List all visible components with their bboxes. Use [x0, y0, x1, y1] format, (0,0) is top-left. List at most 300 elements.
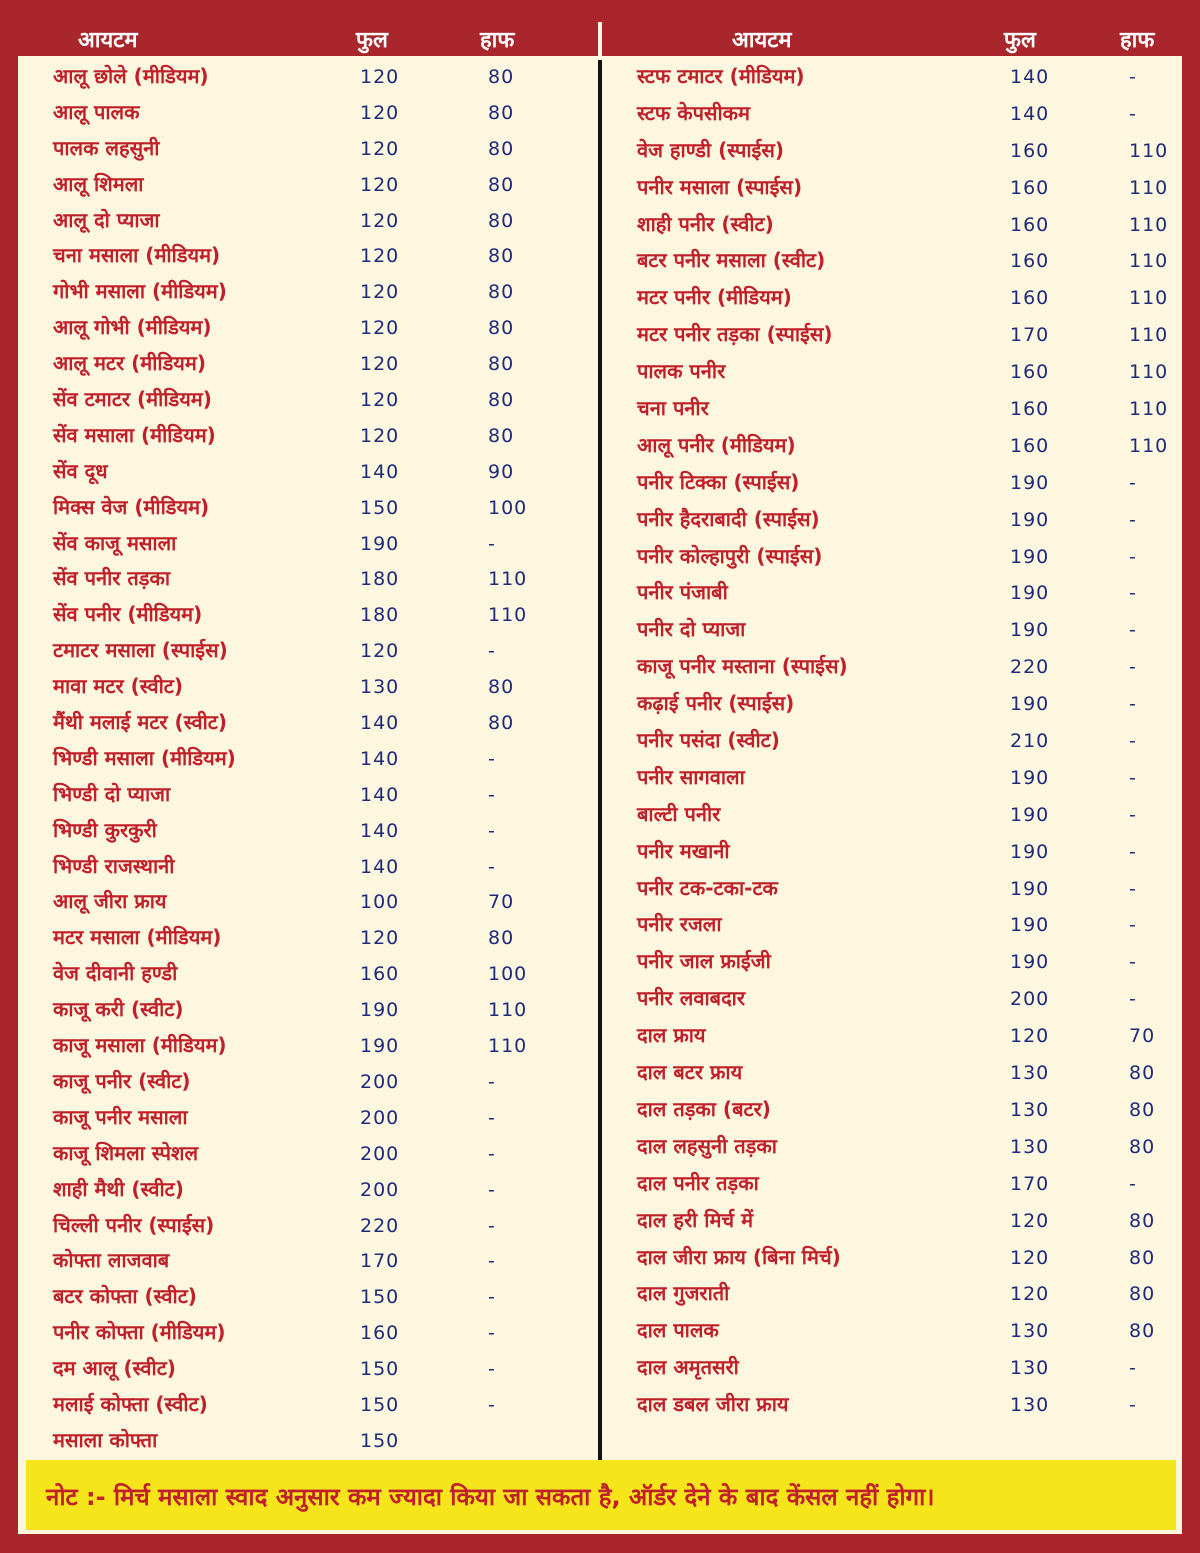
menu-full: 190: [1010, 471, 1050, 494]
menu-full: 160: [360, 963, 400, 986]
menu-full: 130: [1010, 1394, 1050, 1417]
menu-row: [602, 1237, 1182, 1274]
menu-row: [18, 415, 598, 451]
menu-half: 80: [1129, 1062, 1156, 1085]
menu-full: 120: [360, 317, 400, 340]
column-header: [602, 22, 1182, 56]
menu-row: [602, 536, 1182, 573]
menu-row: [18, 1384, 598, 1420]
menu-row: [18, 594, 598, 630]
header-half: हाफ: [480, 28, 515, 53]
menu-row: [18, 92, 598, 128]
menu-row: [602, 277, 1182, 314]
menu-half: -: [1129, 730, 1137, 753]
menu-full: 190: [1010, 693, 1050, 716]
menu-full: 140: [360, 783, 400, 806]
menu-row: [18, 56, 598, 92]
menu-row: [602, 314, 1182, 351]
menu-item: गोभी मसाला (मीडियम): [53, 279, 227, 304]
menu-half: 80: [488, 712, 515, 735]
menu-column-left: [18, 22, 598, 1456]
menu-full: 120: [360, 137, 400, 160]
menu-row: [18, 666, 598, 702]
menu-row: [602, 941, 1182, 978]
menu-item: आलू पालक: [53, 99, 140, 124]
menu-item: सेंव पनीर (मीडियम): [53, 602, 203, 627]
menu-full: 160: [1010, 434, 1050, 457]
menu-half: 90: [488, 460, 515, 483]
menu-full: 220: [1010, 656, 1050, 679]
column-header: [18, 22, 598, 56]
menu-full: 200: [360, 1106, 400, 1129]
menu-full: 160: [1010, 250, 1050, 273]
menu-row: [18, 810, 598, 846]
menu-item: पनीर जाल फ्राईजी: [637, 949, 771, 974]
menu-item: आलू शिमला: [53, 171, 144, 196]
menu-full: 160: [1010, 176, 1050, 199]
menu-half: -: [1129, 1357, 1137, 1380]
menu-row: [18, 1097, 598, 1133]
menu-full: 120: [360, 245, 400, 268]
menu-row: [602, 204, 1182, 241]
menu-row: [18, 379, 598, 415]
header-full: फुल: [1004, 28, 1036, 53]
menu-row: [18, 558, 598, 594]
menu-half: 80: [1129, 1098, 1156, 1121]
menu-row: [18, 1169, 598, 1205]
menu-item: सेंव मसाला (मीडियम): [53, 422, 216, 447]
menu-full: 120: [1010, 1025, 1050, 1048]
menu-full: 130: [1010, 1098, 1050, 1121]
menu-row: [18, 1240, 598, 1276]
menu-row: [602, 388, 1182, 425]
menu-full: 190: [1010, 877, 1050, 900]
menu-half: 80: [488, 209, 515, 232]
menu-full: 120: [360, 66, 400, 88]
menu-item: पनीर टक-टका-टक: [637, 875, 778, 900]
menu-full: 140: [360, 460, 400, 483]
menu-half: 100: [488, 963, 528, 986]
menu-half: -: [488, 1106, 496, 1129]
menu-row: [18, 451, 598, 487]
menu-full: 130: [1010, 1135, 1050, 1158]
menu-item: पनीर मखानी: [637, 838, 730, 863]
menu-half: 80: [1129, 1320, 1156, 1343]
menu-item: सेंव दूध: [53, 458, 108, 483]
menu-row: [602, 167, 1182, 204]
menu-row: [18, 487, 598, 523]
menu-full: 190: [1010, 582, 1050, 605]
menu-full: 160: [360, 1322, 400, 1345]
menu-half: 110: [1129, 287, 1169, 310]
menu-row: [602, 646, 1182, 683]
menu-full: 120: [360, 173, 400, 196]
menu-half: -: [488, 747, 496, 770]
menu-item: स्टफ केपसीकम: [637, 100, 750, 125]
menu-row: [18, 881, 598, 917]
menu-row: [602, 425, 1182, 462]
menu-half: -: [1129, 988, 1137, 1011]
menu-half: 80: [488, 927, 515, 950]
menu-item: काजू मसाला (मीडियम): [53, 1033, 227, 1058]
menu-full: 160: [1010, 287, 1050, 310]
menu-full: 140: [360, 712, 400, 735]
menu-half: -: [488, 855, 496, 878]
menu-row: [602, 499, 1182, 536]
menu-item: चना मसाला (मीडियम): [53, 243, 221, 268]
menu-item: दाल जीरा फ्राय (बिना मिर्च): [637, 1244, 841, 1269]
menu-half: -: [1129, 803, 1137, 826]
menu-row: [18, 1205, 598, 1241]
menu-half: 70: [1129, 1025, 1156, 1048]
menu-full: 190: [1010, 840, 1050, 863]
menu-item: पालक लहसुनी: [53, 135, 160, 160]
menu-full: 120: [1010, 1283, 1050, 1306]
menu-half: 110: [488, 568, 528, 591]
menu-row: [602, 831, 1182, 868]
header-half: हाफ: [1120, 28, 1155, 53]
menu-full: 190: [360, 532, 400, 555]
menu-item: सेंव टमाटर (मीडियम): [53, 387, 212, 412]
menu-full: 190: [1010, 951, 1050, 974]
menu-half: 80: [488, 245, 515, 268]
menu-item: शाही मैथी (स्वीट): [53, 1176, 184, 1201]
menu-row: [18, 523, 598, 559]
menu-item: दाल डबल जीरा फ्राय: [637, 1392, 789, 1417]
menu-row: [602, 1273, 1182, 1310]
menu-full: 170: [360, 1250, 400, 1273]
menu-half: 110: [1129, 176, 1169, 199]
menu-half: -: [488, 1393, 496, 1416]
menu-row: [602, 56, 1182, 93]
menu-row: [602, 1310, 1182, 1347]
menu-item: काजू पनीर मस्ताना (स्पाईस): [637, 654, 848, 679]
menu-item: बटर पनीर मसाला (स्वीट): [637, 248, 826, 273]
menu-row: [602, 904, 1182, 941]
menu-full: 120: [360, 389, 400, 412]
menu-row: [602, 683, 1182, 720]
menu-row: [18, 343, 598, 379]
menu-half: 80: [488, 424, 515, 447]
menu-row: [602, 720, 1182, 757]
menu-half: -: [1129, 693, 1137, 716]
menu-half: 80: [488, 676, 515, 699]
menu-item: मावा मटर (स्वीट): [53, 674, 184, 699]
menu-row: [18, 1025, 598, 1061]
menu-item: दाल फ्राय: [637, 1023, 706, 1048]
menu-column-right: [602, 22, 1182, 1421]
menu-half: -: [488, 1214, 496, 1237]
menu-half: 80: [488, 353, 515, 376]
menu-half: 80: [1129, 1209, 1156, 1232]
menu-item: मटर पनीर (मीडियम): [637, 285, 792, 310]
menu-full: 190: [360, 999, 400, 1022]
menu-half: -: [488, 1358, 496, 1381]
menu-full: 160: [1010, 361, 1050, 384]
menu-row: [18, 128, 598, 164]
menu-item: मटर पनीर तड़का (स्पाईस): [637, 322, 833, 347]
menu-half: -: [1129, 619, 1137, 642]
menu-row: [602, 93, 1182, 130]
menu-item: आलू जीरा फ्राय: [53, 889, 167, 914]
menu-row: [18, 953, 598, 989]
menu-item: आलू गोभी (मीडियम): [53, 315, 212, 340]
menu-full: 200: [360, 1070, 400, 1093]
menu-half: -: [1129, 471, 1137, 494]
menu-row: [602, 757, 1182, 794]
menu-item: पनीर मसाला (स्पाईस): [637, 174, 803, 199]
menu-full: 120: [360, 640, 400, 663]
menu-full: 150: [360, 1429, 400, 1452]
menu-full: 120: [360, 209, 400, 232]
menu-row: [18, 1420, 598, 1456]
menu-half: 100: [488, 496, 528, 519]
menu-full: 190: [1010, 803, 1050, 826]
menu-full: 140: [360, 819, 400, 842]
menu-item: शाही पनीर (स्वीट): [637, 211, 774, 236]
menu-full: 120: [1010, 1246, 1050, 1269]
menu-item: काजू शिमला स्पेशल: [53, 1140, 199, 1165]
menu-half: -: [1129, 914, 1137, 937]
menu-row: [602, 868, 1182, 905]
menu-row: [602, 572, 1182, 609]
menu-item: काजू करी (स्वीट): [53, 997, 184, 1022]
menu-half: 80: [488, 137, 515, 160]
menu-row: [602, 794, 1182, 831]
menu-full: 100: [360, 891, 400, 914]
menu-row: [18, 738, 598, 774]
menu-item: दाल पनीर तड़का: [637, 1170, 759, 1195]
note-banner: [26, 1460, 1176, 1530]
menu-full: 190: [1010, 508, 1050, 531]
menu-half: -: [1129, 840, 1137, 863]
menu-row: [602, 240, 1182, 277]
menu-item: काजू पनीर मसाला: [53, 1104, 188, 1129]
menu-full: 190: [360, 1035, 400, 1058]
menu-half: -: [1129, 951, 1137, 974]
menu-half: 80: [488, 173, 515, 196]
menu-half: 110: [1129, 361, 1169, 384]
menu-row: [602, 1015, 1182, 1052]
menu-item: दाल तड़का (बटर): [637, 1096, 771, 1121]
menu-full: 190: [1010, 766, 1050, 789]
menu-item: आलू दो प्याजा: [53, 207, 160, 232]
menu-item: मटर मसाला (मीडियम): [53, 925, 222, 950]
menu-item: स्टफ टमाटर (मीडियम): [637, 64, 805, 88]
menu-half: 110: [1129, 324, 1169, 347]
menu-full: 120: [360, 101, 400, 124]
menu-row: [18, 1312, 598, 1348]
menu-full: 200: [360, 1178, 400, 1201]
menu-half: -: [1129, 508, 1137, 531]
menu-full: 170: [1010, 324, 1050, 347]
menu-row: [18, 630, 598, 666]
menu-row: [18, 917, 598, 953]
menu-half: -: [488, 1286, 496, 1309]
menu-item: पनीर पसंदा (स्वीट): [637, 728, 780, 753]
header-item: आयटम: [732, 28, 792, 53]
header-item: आयटम: [78, 28, 138, 53]
menu-item: दम आलू (स्वीट): [53, 1356, 176, 1381]
menu-full: 180: [360, 568, 400, 591]
menu-full: 130: [1010, 1062, 1050, 1085]
menu-half: -: [1129, 582, 1137, 605]
menu-item: बाल्टी पनीर: [637, 801, 721, 826]
menu-item: पनीर कोफ्ता (मीडियम): [53, 1320, 226, 1345]
menu-item: टमाटर मसाला (स्पाईस): [53, 638, 228, 663]
menu-item: दाल अमृतसरी: [637, 1355, 739, 1380]
menu-row: [18, 200, 598, 236]
menu-half: 110: [1129, 213, 1169, 236]
menu-half: 70: [488, 891, 515, 914]
menu-half: -: [488, 1142, 496, 1165]
menu-half: -: [488, 783, 496, 806]
menu-row: [18, 989, 598, 1025]
menu-full: 150: [360, 1286, 400, 1309]
menu-half: 80: [488, 389, 515, 412]
menu-half: -: [488, 1070, 496, 1093]
menu-full: 140: [1010, 66, 1050, 88]
menu-full: 220: [360, 1214, 400, 1237]
menu-half: 110: [488, 999, 528, 1022]
menu-item: पनीर कोल्हापुरी (स्पाईस): [637, 543, 823, 568]
menu-full: 120: [360, 927, 400, 950]
menu-half: -: [1129, 545, 1137, 568]
menu-half: -: [1129, 877, 1137, 900]
menu-item: सेंव काजू मसाला: [53, 530, 177, 555]
menu-row: [602, 1347, 1182, 1384]
menu-half: -: [1129, 656, 1137, 679]
menu-row: [18, 774, 598, 810]
menu-half: 80: [488, 101, 515, 124]
menu-full: 140: [1010, 102, 1050, 125]
menu-row: [602, 1052, 1182, 1089]
menu-item: कढ़ाई पनीर (स्पाईस): [637, 691, 795, 716]
menu-row: [602, 1163, 1182, 1200]
menu-full: 120: [360, 353, 400, 376]
menu-item: दाल लहसुनी तड़का: [637, 1133, 777, 1158]
menu-full: 140: [360, 747, 400, 770]
menu-row: [602, 1200, 1182, 1237]
menu-full: 160: [1010, 213, 1050, 236]
menu-full: 120: [360, 281, 400, 304]
menu-item: पालक पनीर: [637, 359, 726, 384]
menu-item: पनीर लवाबदार: [637, 986, 746, 1011]
menu-half: 110: [1129, 398, 1169, 421]
menu-item: मैंथी मलाई मटर (स्वीट): [53, 710, 227, 735]
menu-half: 80: [488, 281, 515, 304]
menu-half: -: [488, 819, 496, 842]
menu-item: वेज हाण्डी (स्पाईस): [637, 137, 785, 162]
menu-row: [18, 235, 598, 271]
menu-full: 160: [1010, 398, 1050, 421]
menu-rows-left: [18, 56, 598, 1456]
menu-full: 210: [1010, 730, 1050, 753]
menu-item: भिण्डी दो प्याजा: [53, 781, 171, 806]
menu-full: 120: [360, 424, 400, 447]
menu-item: आलू छोले (मीडियम): [53, 64, 209, 88]
menu-half: -: [1129, 1394, 1137, 1417]
menu-rows-right: [602, 56, 1182, 1421]
menu-half: -: [1129, 1172, 1137, 1195]
menu-half: -: [1129, 66, 1137, 88]
menu-full: 190: [1010, 914, 1050, 937]
menu-row: [18, 307, 598, 343]
menu-item: भिण्डी मसाला (मीडियम): [53, 745, 236, 770]
menu-half: 110: [488, 604, 528, 627]
menu-item: आलू मटर (मीडियम): [53, 351, 207, 376]
menu-full: 200: [1010, 988, 1050, 1011]
menu-full: 150: [360, 1358, 400, 1381]
menu-item: मलाई कोफ्ता (स्वीट): [53, 1391, 208, 1416]
menu-item: बटर कोफ्ता (स्वीट): [53, 1284, 197, 1309]
menu-card: [18, 22, 1182, 1534]
menu-row: [18, 271, 598, 307]
menu-row: [602, 609, 1182, 646]
menu-item: पनीर सागवाला: [637, 764, 745, 789]
menu-item: दाल बटर फ्राय: [637, 1060, 743, 1085]
menu-item: मसाला कोफ्ता: [53, 1427, 158, 1452]
menu-item: पनीर दो प्याजा: [637, 617, 746, 642]
menu-half: 110: [1129, 434, 1169, 457]
menu-full: 130: [1010, 1320, 1050, 1343]
menu-item: काजू पनीर (स्वीट): [53, 1068, 191, 1093]
menu-item: पनीर पंजाबी: [637, 580, 728, 605]
menu-item: दाल हरी मिर्च में: [637, 1207, 754, 1232]
header-full: फुल: [356, 28, 388, 53]
menu-half: 110: [1129, 250, 1169, 273]
menu-item: चिल्ली पनीर (स्पाईस): [53, 1212, 215, 1237]
menu-half: -: [488, 532, 496, 555]
menu-row: [18, 1348, 598, 1384]
menu-full: 200: [360, 1142, 400, 1165]
menu-half: -: [1129, 766, 1137, 789]
menu-row: [602, 1384, 1182, 1421]
menu-row: [602, 1089, 1182, 1126]
menu-half: -: [1129, 102, 1137, 125]
menu-item: आलू पनीर (मीडियम): [637, 432, 796, 457]
menu-full: 190: [1010, 619, 1050, 642]
menu-row: [602, 978, 1182, 1015]
menu-item: कोफ्ता लाजवाब: [53, 1248, 170, 1273]
menu-half: 80: [1129, 1135, 1156, 1158]
menu-row: [18, 846, 598, 882]
menu-row: [602, 351, 1182, 388]
menu-full: 190: [1010, 545, 1050, 568]
menu-full: 180: [360, 604, 400, 627]
menu-item: पनीर टिक्का (स्पाईस): [637, 469, 800, 494]
menu-half: 80: [488, 66, 515, 88]
menu-half: 80: [488, 317, 515, 340]
menu-item: पनीर रजला: [637, 912, 722, 937]
menu-item: पनीर हैदराबादी (स्पाईस): [637, 506, 820, 531]
menu-row: [18, 702, 598, 738]
note-text: नोट :- मिर्च मसाला स्वाद अनुसार कम ज्यादा किया जा सकता है, ऑर्डर देने के बाद केंसल नहीं होगा।: [46, 1483, 935, 1511]
menu-item: मिक्स वेज (मीडियम): [53, 494, 210, 519]
menu-item: भिण्डी कुरकुरी: [53, 817, 157, 842]
menu-half: -: [488, 1322, 496, 1345]
menu-half: -: [488, 640, 496, 663]
menu-item: सेंव पनीर तड़का: [53, 566, 171, 591]
menu-half: 80: [1129, 1283, 1156, 1306]
menu-full: 120: [1010, 1209, 1050, 1232]
menu-full: 170: [1010, 1172, 1050, 1195]
menu-half: 110: [488, 1035, 528, 1058]
menu-item: वेज दीवानी हण्डी: [53, 961, 178, 986]
menu-full: 150: [360, 496, 400, 519]
menu-item: चना पनीर: [637, 396, 709, 421]
menu-half: 80: [1129, 1246, 1156, 1269]
